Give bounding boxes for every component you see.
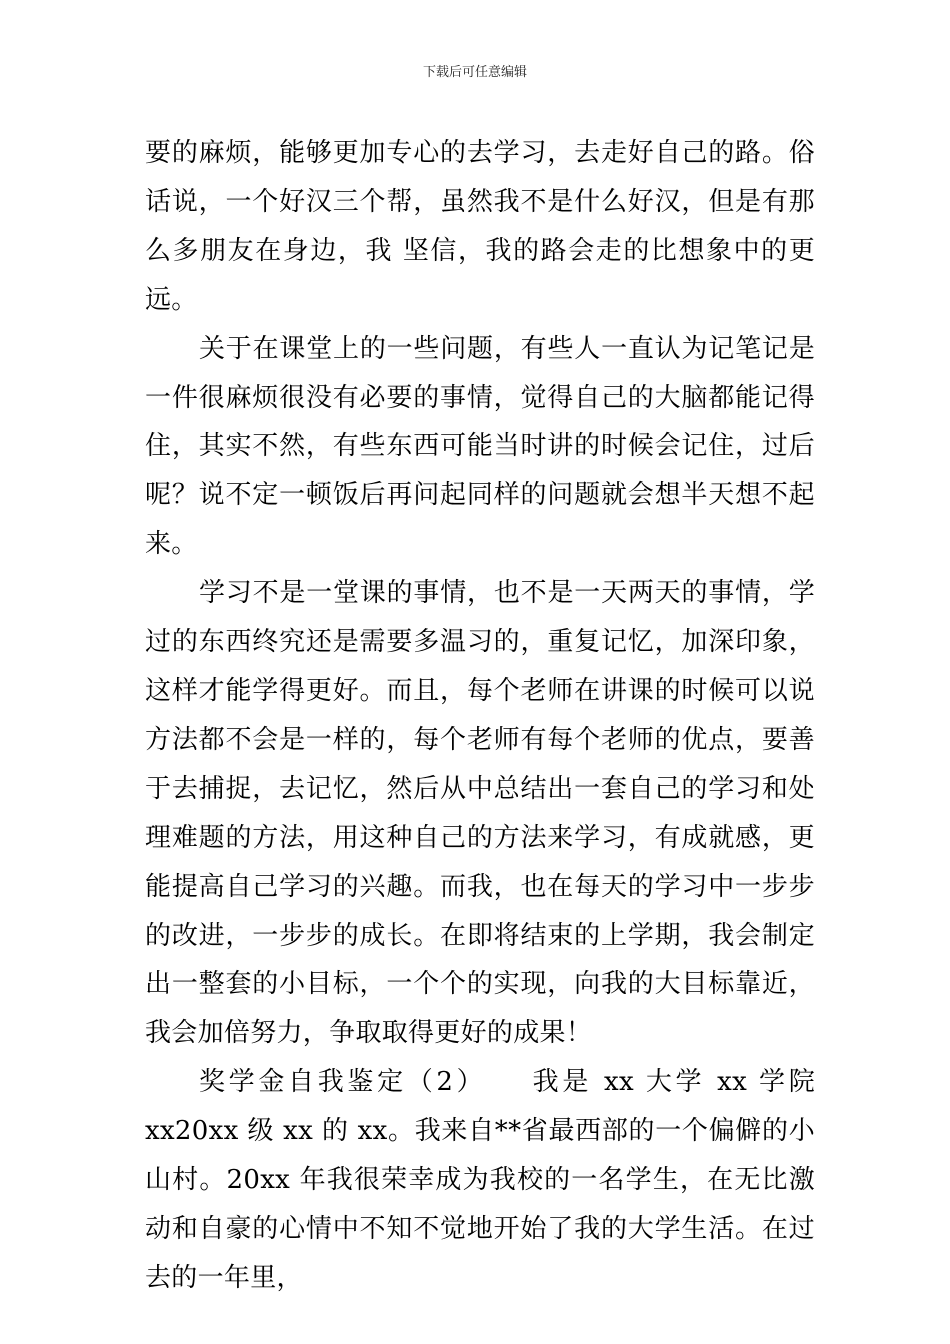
paragraph-1: 要的麻烦，能够更加专心的去学习，去走好自己的路。俗话说，一个好汉三个帮，虽然我不是什么好汉，但是有那么多朋友在身边，我 坚信，我的路会走的比想象中的更远。 <box>145 138 815 315</box>
page-header: 下载后可任意编辑 <box>422 65 527 80</box>
paragraph-4: 奖学金自我鉴定（2） 我是 xx 大学 xx 学院 xx20xx 级 xx 的 xx。我来自**省最西部的一个偏僻的小山村。20xx 年我很荣幸成为我校的一名学生，在无比激动和自豪的心情中不知不觉地开始了我的大学生活。在过去的一年里， <box>145 1067 815 1293</box>
paragraph-2: 关于在课堂上的一些问题，有些人一直认为记笔记是一件很麻烦很没有必要的事情，觉得自己的大脑都能记得住，其实不然，有些东西可能当时讲的时候会记住，过后呢？说不定一顿饭后再问起同样的问题就会想半天想不起来。 <box>145 333 815 560</box>
paragraph-3: 学习不是一堂课的事情，也不是一天两天的事情，学过的东西终究还是需要多温习的，重复记忆，加深印象，这样才能学得更好。而且，每个老师在讲课的时候可以说方法都不会是一样的，每个老师有每个老师的优点，要善于去捕捉，去记忆，然后从中总结出一套自己的学习和处理难题的方法，用这种自己的方法来学习，有成就感，更能提高自己学习的兴趣。而我，也在每天的学习中一步步的改进，一步步的成长。在即将结束的上学期，我会制定出一整套的小目标，一个个的实现，向我的大目标靠近，我会加倍努力，争取取得更好的成果！ <box>145 578 815 1049</box>
document-body <box>145 129 815 1303</box>
